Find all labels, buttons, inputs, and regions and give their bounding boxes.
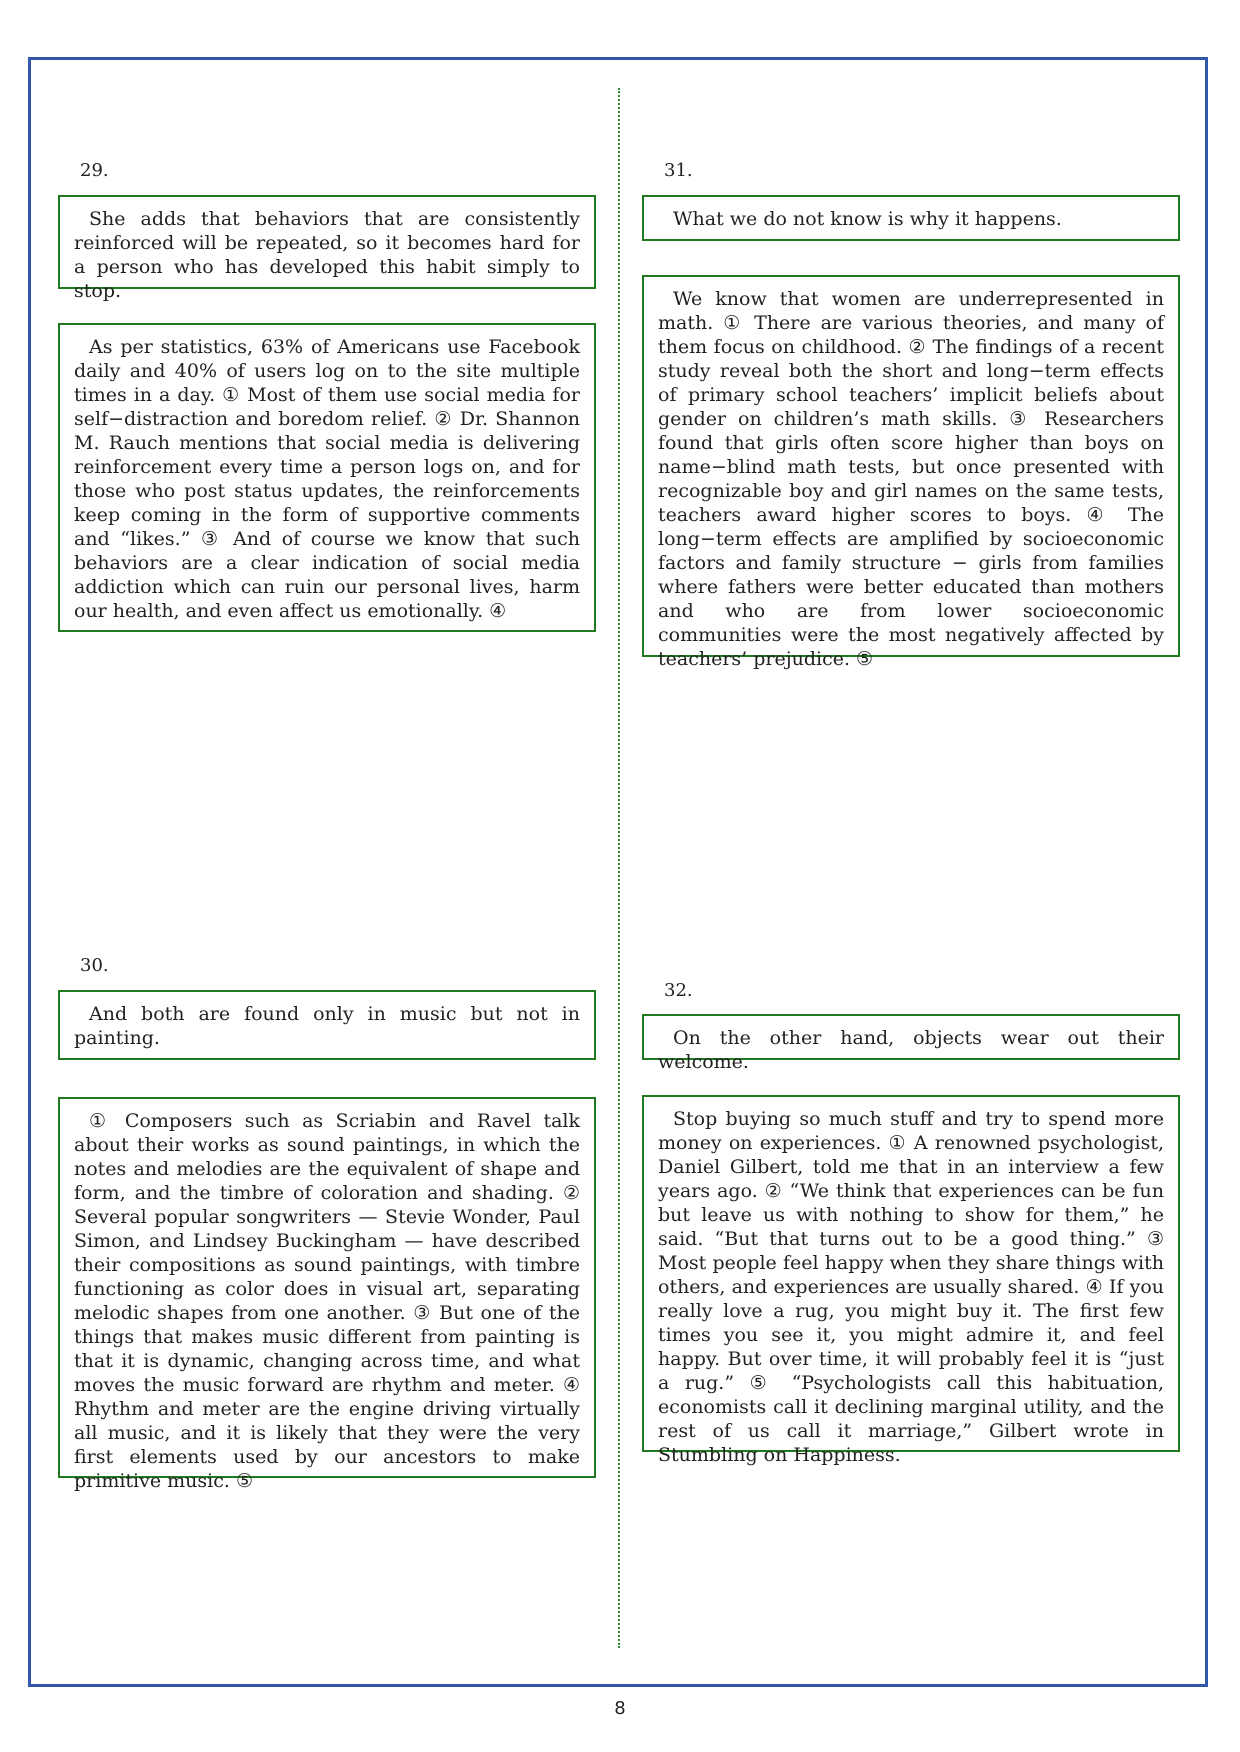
passage-30: ① Composers such as Scriabin and Ravel talk about their works as sound paintings, in which the notes and melodies are the equivalent of shape and form, and the timbre of coloration and shading. ② Several popular songwriters — Stevie Wonder, Paul Simon, and Lindsey Buckingham — have described their compositions as sound paintings, with timbre functioning as color does in visual art, separating melodic shapes from one another. ③ But one of the things that makes music different from painting is that it is dynamic, changing across time, and what moves the music forward are rhythm and meter. ④ Rhythm and meter are the engine driving virtually all music, and it is likely that they were the very first elements used by our ancestors to make primitive music. ⑤	[58, 1097, 596, 1478]
passage-31: We know that women are underrepresented in math. ① There are various theories, and many of them focus on childhood. ② The findings of a recent study reveal both the short and long−term effects of primary school teachers’ implicit beliefs about gender on children’s math skills. ③ Researchers found that girls often score higher than boys on name−blind math tests, but once presented with recognizable boy and girl names on the same tests, teachers award higher scores to boys. ④ The long−term effects are amplified by socioeconomic factors and family structure − girls from families where fathers were better educated than mothers and who are from lower socioeconomic communities were the most negatively affected by teachers’ prejudice. ⑤	[642, 275, 1180, 657]
given-sentence-30: And both are found only in music but not in painting.	[58, 990, 596, 1060]
given-sentence-29: She adds that behaviors that are consistently reinforced will be repeated, so it becomes hard for a person who has developed this habit simply to stop.	[58, 195, 596, 289]
given-sentence-32: On the other hand, objects wear out their welcome.	[642, 1014, 1180, 1060]
passage-29: As per statistics, 63% of Americans use Facebook daily and 40% of users log on to the site multiple times in a day. ① Most of them use social media for self−distraction and boredom relief. ② Dr. Shannon M. Rauch mentions that social media is delivering reinforcement every time a person logs on, and for those who post status updates, the reinforcements keep coming in the form of supportive comments and “likes.” ③ And of course we know that such behaviors are a clear indication of social media addiction which can ruin our personal lives, harm our health, and even affect us emotionally. ④	[58, 323, 596, 632]
question-number-32: 32.	[664, 980, 693, 1001]
question-number-29: 29.	[80, 160, 109, 181]
column-divider	[618, 88, 620, 1648]
passage-32: Stop buying so much stuff and try to spend more money on experiences. ① A renowned psychologist, Daniel Gilbert, told me that in an interview a few years ago. ② “We think that experiences can be fun but leave us with nothing to show for them,” he said. “But that turns out to be a good thing.” ③ Most people feel happy when they share things with others, and experiences are usually shared. ④ If you really love a rug, you might buy it. The first few times you see it, you might admire it, and feel happy. But over time, it will probably feel it is “just a rug.” ⑤ “Psychologists call this habituation, economists call it declining marginal utility, and the rest of us call it marriage,” Gilbert wrote in Stumbling on Happiness.	[642, 1095, 1180, 1452]
given-sentence-31: What we do not know is why it happens.	[642, 195, 1180, 241]
question-number-31: 31.	[664, 160, 693, 181]
question-number-30: 30.	[80, 955, 109, 976]
page-number: 8	[614, 1698, 626, 1719]
